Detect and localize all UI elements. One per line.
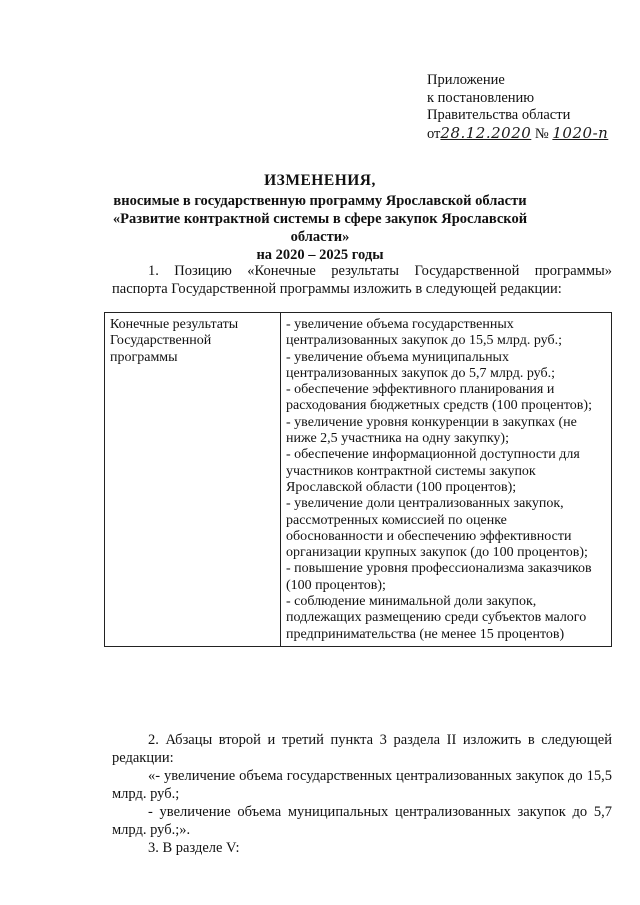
- paragraph-1: 1. Позицию «Конечные результаты Государственной программы» паспорта Государственной программы изложить в следующей редакции:: [112, 263, 612, 297]
- date-prefix: от: [427, 125, 441, 142]
- title-line: вносимые в государственную программу Ярославской области: [113, 193, 527, 209]
- title-line: «Развитие контрактной системы в сфере закупок Ярославской области»: [112, 211, 528, 245]
- result-item: - увеличение объема муниципальных централизованных закупок до 5,7 млрд. руб.;: [286, 349, 555, 381]
- handwritten-number: 1020-п: [552, 123, 609, 142]
- table-cell-results: [281, 313, 612, 647]
- results-table: [104, 312, 612, 647]
- paragraph-2: 2. Абзацы второй и третий пункта 3 раздела II изложить в следующей редакции:: [112, 732, 612, 766]
- appendix-line: Приложение: [427, 72, 505, 88]
- appendix-line: Правительства области: [427, 107, 571, 123]
- appendix-line: к постановлению: [427, 89, 535, 106]
- title-line: на 2020 – 2025 годы: [256, 247, 384, 263]
- result-item: - соблюдение минимальной доли закупок, подлежащих размещению среди субъектов малого предпринимательства (не менее 15 процентов): [286, 594, 587, 642]
- quote-2: - увеличение объема муниципальных централизованных закупок до 5,7 млрд. руб.;».: [112, 804, 612, 838]
- result-item: - увеличение доли централизованных закупок, рассмотренных комиссией по оценке обоснованности и обеспечению эффективности организации крупных закупок (до 100 процентов);: [286, 496, 588, 561]
- result-item: - обеспечение информационной доступности для участников контрактной системы закупок Ярославской области (100 процентов);: [286, 447, 580, 495]
- quote-1: «- увеличение объема государственных централизованных закупок до 15,5 млрд. руб.;: [112, 768, 612, 802]
- table-cell-label: Конечные результаты Государственной программы: [105, 313, 281, 647]
- title-heading: ИЗМЕНЕНИЯ,: [264, 172, 376, 189]
- paragraph-3: 3. В разделе V:: [148, 840, 240, 856]
- table-row: [105, 313, 612, 647]
- number-sign: №: [534, 125, 549, 142]
- result-item: - обеспечение эффективного планирования и расходования бюджетных средств (100 процентов);: [286, 382, 592, 414]
- result-item: - увеличение объема государственных централизованных закупок до 15,5 млрд. руб.;: [286, 317, 562, 349]
- result-item: - повышение уровня профессионализма заказчиков (100 процентов);: [286, 561, 592, 593]
- result-item: - увеличение уровня конкуренции в закупках (не ниже 2,5 участника на одну закупку);: [286, 414, 577, 447]
- document-title: [100, 172, 540, 264]
- appendix-block: [427, 72, 608, 143]
- handwritten-date: 28.12.2020: [440, 123, 532, 142]
- appendix-date-line: [427, 125, 608, 144]
